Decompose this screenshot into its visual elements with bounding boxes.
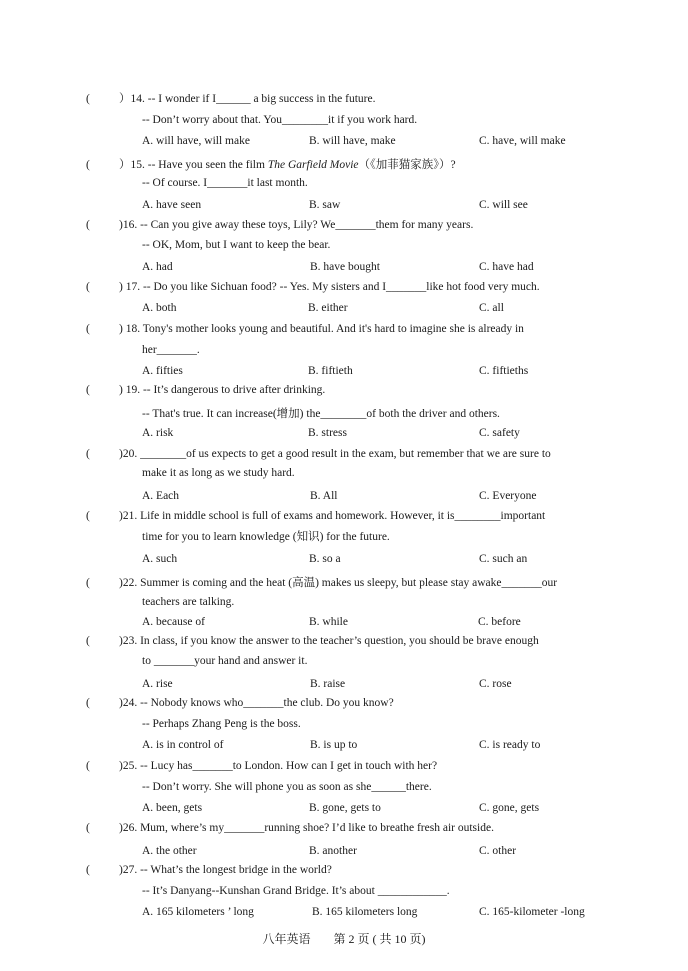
question-20-stem: )20. ________of us expects to get a good result in the exam, but remember that we are sure to bbox=[119, 448, 551, 460]
option-a: A. had bbox=[142, 261, 173, 273]
question-16-line2: -- OK, Mom, but I want to keep the bear. bbox=[142, 239, 331, 251]
option-b: B. either bbox=[308, 302, 348, 314]
film-title: The Garfield Movie bbox=[267, 159, 359, 171]
option-a: A. 165 kilometers ’ long bbox=[142, 906, 254, 918]
question-18-line2: her_______. bbox=[142, 344, 200, 356]
subject-label: 八年英语 bbox=[262, 932, 311, 946]
option-a: A. fifties bbox=[142, 365, 183, 377]
question-16-stem: )16. -- Can you give away these toys, Lily? We_______them for many years. bbox=[119, 219, 474, 231]
question-27-line2: -- It’s Danyang--Kunshan Grand Bridge. It’s about ____________. bbox=[142, 885, 450, 897]
option-b: B. fiftieth bbox=[308, 365, 353, 377]
question-14-line2: -- Don’t worry about that. You________it if you work hard. bbox=[142, 114, 418, 126]
answer-paren: ( bbox=[86, 281, 90, 293]
option-b: B. stress bbox=[308, 427, 347, 439]
question-27-stem: )27. -- What’s the longest bridge in the world? bbox=[119, 864, 332, 876]
option-c: C. have had bbox=[479, 261, 534, 273]
option-b: B. will have, make bbox=[309, 135, 396, 147]
option-a: A. both bbox=[142, 302, 177, 314]
option-a: A. because of bbox=[142, 616, 205, 628]
question-20-line2: make it as long as we study hard. bbox=[142, 467, 295, 479]
option-a: A. is in control of bbox=[142, 739, 224, 751]
option-b: B. another bbox=[309, 845, 357, 857]
question-25-line2: -- Don’t worry. She will phone you as soon as she______there. bbox=[142, 781, 432, 793]
question-15-line2: -- Of course. I_______it last month. bbox=[142, 177, 308, 189]
option-c: C. gone, gets bbox=[479, 802, 540, 814]
option-b: B. is up to bbox=[310, 739, 358, 751]
question-25-stem: )25. -- Lucy has_______to London. How can I get in touch with her? bbox=[119, 760, 438, 772]
question-23-stem: )23. In class, if you know the answer to the teacher’s question, you should be brave enough bbox=[119, 635, 539, 647]
question-15-stem: ）15. -- Have you seen the film The Garfield Movie（《加菲猫家族》）? bbox=[119, 159, 456, 171]
option-c: C. Everyone bbox=[479, 490, 537, 502]
question-18-stem: ) 18. Tony's mother looks young and beautiful. And it's hard to imagine she is already in bbox=[119, 323, 524, 335]
option-c: C. fiftieths bbox=[479, 365, 529, 377]
answer-paren: ( bbox=[86, 159, 90, 171]
answer-paren: ( bbox=[86, 323, 90, 335]
option-b: B. saw bbox=[309, 199, 341, 211]
option-c: C. safety bbox=[479, 427, 520, 439]
option-c: C. is ready to bbox=[479, 739, 541, 751]
answer-paren: ( bbox=[86, 697, 90, 709]
answer-paren: ( bbox=[86, 448, 90, 460]
option-a: A. the other bbox=[142, 845, 197, 857]
option-b: B. while bbox=[309, 616, 348, 628]
option-a: A. been, gets bbox=[142, 802, 203, 814]
question-21-stem: )21. Life in middle school is full of exams and homework. However, it is________important bbox=[119, 510, 546, 522]
question-22-line2: teachers are talking. bbox=[142, 596, 235, 608]
question-23-line2: to _______your hand and answer it. bbox=[142, 655, 308, 667]
question-24-line2: -- Perhaps Zhang Peng is the boss. bbox=[142, 718, 301, 730]
option-a: A. have seen bbox=[142, 199, 202, 211]
answer-paren: ( bbox=[86, 510, 90, 522]
question-21-line2: time for you to learn knowledge (知识) for the future. bbox=[142, 531, 390, 543]
option-a: A. risk bbox=[142, 427, 174, 439]
answer-paren: ( bbox=[86, 384, 90, 396]
option-a: A. rise bbox=[142, 678, 173, 690]
option-c: C. other bbox=[479, 845, 517, 857]
question-19-stem: ) 19. -- It’s dangerous to drive after drinking. bbox=[119, 384, 326, 396]
answer-paren: ( bbox=[86, 93, 90, 105]
question-17-stem: ) 17. -- Do you like Sichuan food? -- Yes. My sisters and I_______like hot food very much. bbox=[119, 281, 540, 293]
answer-paren: ( bbox=[86, 577, 90, 589]
option-a: A. will have, will make bbox=[142, 135, 250, 147]
question-19-line2: -- That's true. It can increase(增加) the________of both the driver and others. bbox=[142, 408, 500, 420]
option-c: C. rose bbox=[479, 678, 512, 690]
option-b: B. have bought bbox=[310, 261, 380, 273]
answer-paren: ( bbox=[86, 760, 90, 772]
option-b: B. raise bbox=[310, 678, 346, 690]
question-26-stem: )26. Mum, where’s my_______running shoe? I’d like to breathe fresh air outside. bbox=[119, 822, 494, 834]
option-b: B. so a bbox=[309, 553, 341, 565]
option-b: B. 165 kilometers long bbox=[312, 906, 418, 918]
answer-paren: ( bbox=[86, 635, 90, 647]
option-c: C. before bbox=[478, 616, 521, 628]
option-a: A. Each bbox=[142, 490, 180, 502]
page-number: 第 2 页 ( 共 10 页) bbox=[333, 932, 426, 946]
question-22-stem: )22. Summer is coming and the heat (高温) makes us sleepy, but please stay awake_______our bbox=[119, 577, 558, 589]
option-b: B. All bbox=[310, 490, 338, 502]
option-c: C. will see bbox=[479, 199, 528, 211]
answer-paren: ( bbox=[86, 864, 90, 876]
option-b: B. gone, gets to bbox=[309, 802, 381, 814]
option-a: A. such bbox=[142, 553, 178, 565]
question-14-stem: ）14. -- I wonder if I______ a big success in the future. bbox=[119, 93, 376, 105]
option-c: C. all bbox=[479, 302, 504, 314]
question-24-stem: )24. -- Nobody knows who_______the club. Do you know? bbox=[119, 697, 394, 709]
option-c: C. such an bbox=[479, 553, 528, 565]
page-footer bbox=[0, 932, 688, 946]
answer-paren: ( bbox=[86, 219, 90, 231]
answer-paren: ( bbox=[86, 822, 90, 834]
option-c: C. 165-kilometer -long bbox=[479, 906, 585, 918]
option-c: C. have, will make bbox=[479, 135, 566, 147]
